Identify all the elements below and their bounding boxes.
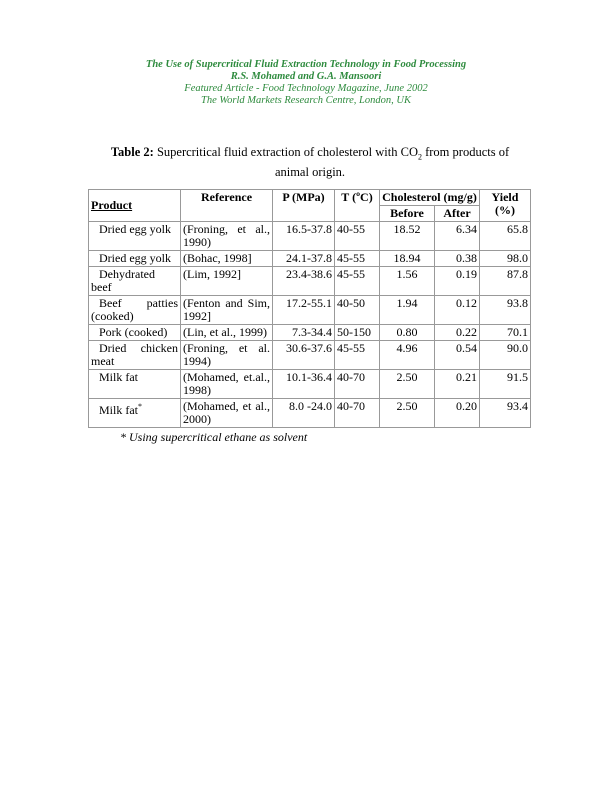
before-cell: 4.96	[380, 340, 435, 369]
after-cell: 0.21	[435, 369, 480, 398]
reference-cell: (Froning, et al., 1990)	[181, 221, 273, 250]
temperature-cell: 45-55	[335, 250, 380, 266]
header-before: Before	[380, 205, 435, 221]
footnote-marker: *	[138, 401, 142, 411]
yield-cell: 70.1	[480, 324, 531, 340]
header-temperature: T (ºC)	[335, 189, 380, 221]
before-cell: 1.56	[380, 266, 435, 295]
after-cell: 0.12	[435, 295, 480, 324]
before-cell: 1.94	[380, 295, 435, 324]
temperature-cell: 45-55	[335, 266, 380, 295]
reference-cell: (Lim, 1992]	[181, 266, 273, 295]
pressure-cell: 16.5-37.8	[273, 221, 335, 250]
product-cell: Dried egg yolk	[89, 250, 181, 266]
yield-cell: 91.5	[480, 369, 531, 398]
before-cell: 18.94	[380, 250, 435, 266]
yield-cell: 87.8	[480, 266, 531, 295]
footnote: * Using supercritical ethane as solvent	[120, 429, 308, 444]
table-row	[89, 266, 531, 295]
reference-cell: (Bohac, 1998]	[181, 250, 273, 266]
table-row	[89, 369, 531, 398]
caption-label: Table 2:	[110, 145, 154, 159]
product-cell: Dehydrated beef	[89, 266, 181, 295]
pressure-cell: 30.6-37.6	[273, 340, 335, 369]
yield-cell: 93.8	[480, 295, 531, 324]
yield-cell: 93.4	[480, 398, 531, 427]
product-cell: Dried chicken meat	[89, 340, 181, 369]
reference-cell: (Mohamed, et al., 2000)	[181, 398, 273, 427]
header-product: Product	[89, 189, 181, 221]
product-cell: Milk fat	[89, 369, 181, 398]
yield-cell: 98.0	[480, 250, 531, 266]
table-row	[89, 398, 531, 427]
temperature-cell: 40-70	[335, 398, 380, 427]
product-cell: Beef patties (cooked)	[89, 295, 181, 324]
temperature-cell: 40-50	[335, 295, 380, 324]
header-reference: Reference	[181, 189, 273, 221]
yield-cell: 65.8	[480, 221, 531, 250]
temperature-cell: 40-55	[335, 221, 380, 250]
pressure-cell: 10.1-36.4	[273, 369, 335, 398]
header-cholesterol: Cholesterol (mg/g)	[380, 189, 480, 205]
after-cell: 6.34	[435, 221, 480, 250]
source: Featured Article - Food Technology Magazine, June 2002	[184, 83, 428, 94]
after-cell: 0.22	[435, 324, 480, 340]
pressure-cell: 23.4-38.6	[273, 266, 335, 295]
temperature-cell: 50-150	[335, 324, 380, 340]
table-row	[89, 221, 531, 250]
reference-cell: (Froning, et al. 1994)	[181, 340, 273, 369]
temperature-cell: 45-55	[335, 340, 380, 369]
table-caption: Table 2: Supercritical fluid extraction of cholesterol with $CO_2$ from products of animal origin.	[110, 145, 510, 179]
before-cell: 18.52	[380, 221, 435, 250]
after-cell: 0.54	[435, 340, 480, 369]
pressure-cell: 17.2-55.1	[273, 295, 335, 324]
table-row	[89, 340, 531, 369]
temperature-cell: 40-70	[335, 369, 380, 398]
before-cell: 0.80	[380, 324, 435, 340]
pressure-cell: 24.1-37.8	[273, 250, 335, 266]
table-row	[89, 250, 531, 266]
pressure-cell: 8.0 -24.0	[273, 398, 335, 427]
header-after: After	[435, 205, 480, 221]
before-cell: 2.50	[380, 398, 435, 427]
after-cell: 0.19	[435, 266, 480, 295]
table-row	[89, 295, 531, 324]
table-section	[88, 145, 532, 444]
table-row	[89, 324, 531, 340]
reference-cell: (Fenton and Sim, 1992]	[181, 295, 273, 324]
authors: R.S. Mohamed and G.A. Mansoori	[230, 71, 382, 82]
after-cell: 0.20	[435, 398, 480, 427]
product-cell: Milk fat*	[89, 398, 181, 427]
cholesterol-table	[88, 189, 531, 428]
yield-cell: 90.0	[480, 340, 531, 369]
header-yield: Yield (%)	[480, 189, 531, 221]
article-title: The Use of Supercritical Fluid Extraction Technology in Food Processing	[145, 59, 467, 70]
pressure-cell: 7.3-34.4	[273, 324, 335, 340]
product-cell: Pork (cooked)	[89, 324, 181, 340]
header-pressure: P (MPa)	[273, 189, 335, 221]
reference-cell: (Mohamed, et.al., 1998)	[181, 369, 273, 398]
after-cell: 0.38	[435, 250, 480, 266]
reference-cell: (Lin, et al., 1999)	[181, 324, 273, 340]
article-header	[0, 59, 612, 107]
publisher: The World Markets Research Centre, London, UK	[201, 95, 411, 106]
before-cell: 2.50	[380, 369, 435, 398]
product-cell: Dried egg yolk	[89, 221, 181, 250]
